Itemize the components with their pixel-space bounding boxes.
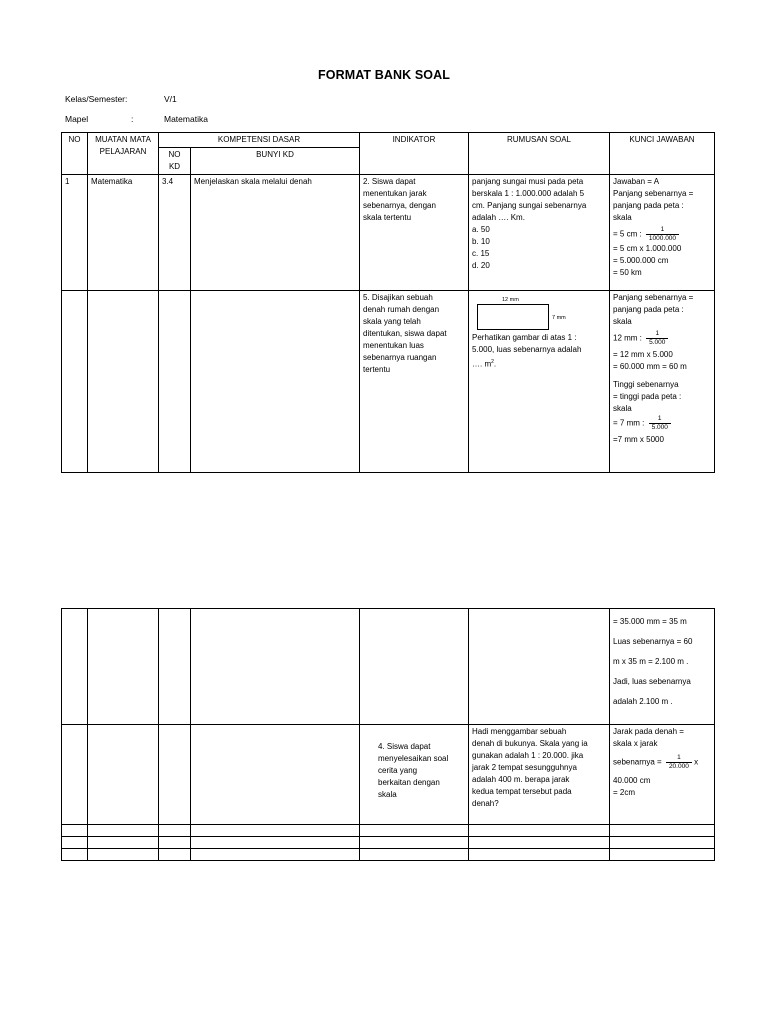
room-rectangle — [477, 304, 549, 330]
row1-bunyi-kd: Menjelaskan skala melalui denah — [191, 175, 360, 291]
header-muatan: MUATAN MATA PELAJARAN — [88, 133, 159, 175]
rect-width-label: 12 mm — [502, 297, 519, 303]
mapel-label: Mapel — [65, 114, 89, 124]
row1-indikator: 2. Siswa dapat menentukan jarak sebenarnya, dengan skala tertentu — [360, 175, 469, 291]
row4-indikator: 4. Siswa dapat menyelesaikan soal cerita yang berkaitan dengan skala — [360, 725, 469, 825]
header-indikator: INDIKATOR — [360, 133, 469, 175]
mapel-colon: : — [131, 114, 134, 124]
row1-no-kd: 3.4 — [159, 175, 191, 291]
header-no: NO — [62, 133, 88, 175]
table-row — [62, 825, 715, 837]
header-bunyi-kd: BUNYI KD — [191, 148, 360, 175]
row1-muatan: Matematika — [88, 175, 159, 291]
row1-no: 1 — [62, 175, 88, 291]
table-row — [62, 725, 715, 825]
mapel-value: Matematika — [164, 114, 208, 124]
row1-kunci: Jawaban = A Panjang sebenarnya = panjang pada peta : skala = 5 cm : $\frac{1}{1000.000}$ = 5 cm x 1.000.000 = 5.000.000 cm = 50 km — [610, 175, 715, 291]
table-row — [62, 837, 715, 849]
header-kd: KOMPETENSI DASAR — [159, 133, 360, 148]
row2-indikator: 5. Disajikan sebuah denah rumah dengan skala yang telah ditentukan, siswa dapat menentukan luas sebenarnya ruangan tertentu — [360, 291, 469, 473]
row2-soal: 12 mm 7 mm Perhatikan gambar di atas 1 : 5.000, luas sebenarnya adalah …. $m^2$. — [469, 291, 610, 473]
document-title: FORMAT BANK SOAL — [318, 68, 450, 82]
rect-height-label: 7 mm — [552, 315, 566, 321]
fraction: $\frac{1}{20.000}$ — [666, 754, 692, 771]
kelas-value: V/1 — [164, 94, 177, 104]
table-row — [62, 609, 715, 725]
room-diagram — [472, 294, 606, 332]
header-kunci: KUNCI JAWABAN — [610, 133, 715, 175]
table-row — [62, 175, 715, 291]
row2-kunci: Panjang sebenarnya = panjang pada peta : skala 12 mm : $\frac{1}{5.000}$ = 12 mm x 5.000 = 60.000 mm = 60 m Tinggi sebenarnya = tinggi pada peta : skala = 7 mm : $\frac{1}{5.000}$ =7 mm x 5000 — [610, 291, 715, 473]
bank-soal-table-1 — [61, 132, 715, 473]
fraction: $\frac{1}{5.000}$ — [646, 330, 668, 347]
row3-kunci: = 35.000 mm = 35 m Luas sebenarnya = 60 m x 35 m = 2.100 m . Jadi, luas sebenarnya adalah 2.100 m . — [610, 609, 715, 725]
row1-soal: panjang sungai musi pada peta berskala 1 : 1.000.000 adalah 5 cm. Panjang sungai sebenarnya adalah …. Km. a. 50 b. 10 c. 15 d. 20 — [469, 175, 610, 291]
bank-soal-table-2 — [61, 608, 715, 861]
row4-soal: Hadi menggambar sebuah denah di bukunya. Skala yang ia gunakan adalah 1 : 20.000. jika jarak 2 tempat sesungguhnya adalah 400 m. berapa jarak kedua tempat tersebut pada denah? — [469, 725, 610, 825]
header-rumusan: RUMUSAN SOAL — [469, 133, 610, 175]
table-row — [62, 849, 715, 861]
fraction: $\frac{1}{5.000}$ — [649, 415, 671, 432]
fraction: $\frac{1}{1000.000}$ — [646, 226, 679, 243]
table-row — [62, 291, 715, 473]
kelas-label: Kelas/Semester: — [65, 94, 128, 104]
header-no-kd: NO KD — [159, 148, 191, 175]
row4-kunci: Jarak pada denah = skala x jarak sebenarnya = $\frac{1}{20.000}$ x 40.000 cm = 2cm — [610, 725, 715, 825]
